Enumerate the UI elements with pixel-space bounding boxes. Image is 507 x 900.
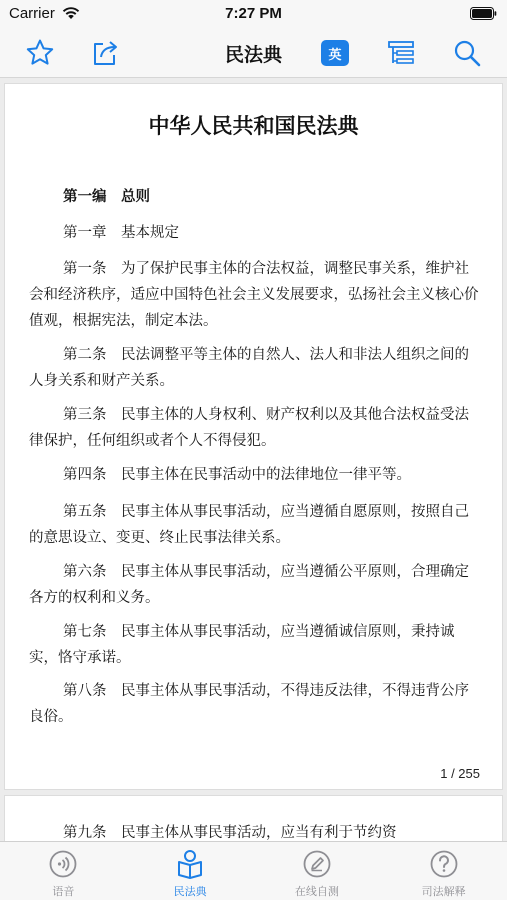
share-button[interactable] (90, 38, 120, 68)
navigation-bar (0, 28, 507, 78)
tab-label: 语音 (52, 885, 75, 898)
share-icon (90, 38, 120, 68)
pencil-icon (302, 849, 332, 879)
tab-online-test[interactable] (254, 842, 381, 900)
search-icon (452, 38, 482, 68)
outline-icon (386, 38, 416, 68)
article-paragraph: 第六条 民事主体从事民事活动，应当遵循公平原则，合理确定各方的权利和义务。 (29, 564, 469, 606)
tab-label: 司法解释 (421, 885, 466, 898)
tab-label: 在线自测 (294, 885, 339, 898)
article-paragraph: 第八条 民事主体从事民事活动，不得违反法律，不得违背公序良俗。 (29, 683, 469, 725)
article-paragraph: 第四条 民事主体在民事活动中的法律地位一律平等。 (63, 467, 411, 483)
article-paragraph: 第二条 民法调整平等主体的自然人、法人和非法人组织之间的人身关系和财产关系。 (29, 347, 469, 389)
document-title: 中华人民共和国民法典 (148, 113, 359, 138)
status-time: 7:27 PM (225, 5, 282, 22)
document-scroll-area[interactable] (0, 79, 507, 841)
outline-button[interactable] (386, 38, 416, 68)
page-title: 民法典 (224, 44, 282, 66)
search-button[interactable] (452, 38, 482, 68)
status-bar (0, 0, 507, 28)
article-paragraph: 第三条 民事主体的人身权利、财产权利以及其他合法权益受法律保护，任何组织或者个人不得侵犯。 (29, 407, 469, 449)
book-reader-icon (175, 849, 205, 879)
document-page (4, 83, 503, 790)
question-icon (429, 849, 459, 879)
english-toggle-button[interactable] (320, 38, 350, 68)
battery-icon (470, 7, 497, 20)
tab-bar (0, 841, 507, 900)
favorite-button[interactable] (25, 38, 55, 68)
article-paragraph: 第九条 民事主体从事民事活动，应当有利于节约资 (63, 825, 397, 841)
part-heading: 第一编 总则 (63, 188, 150, 205)
chapter-heading: 第一章 基本规定 (63, 225, 179, 241)
tab-voice[interactable] (0, 842, 127, 900)
article-paragraph: 第七条 民事主体从事民事活动，应当遵循诚信原则，秉持诚实，恪守承诺。 (29, 624, 455, 666)
carrier-label: Carrier (9, 5, 55, 22)
article-paragraph: 第五条 民事主体从事民事活动，应当遵循自愿原则，按照自己的意思设立、变更、终止民事法律关系。 (29, 504, 469, 546)
voice-icon (48, 849, 78, 879)
tab-civil-code[interactable] (127, 842, 254, 900)
star-icon (25, 38, 55, 68)
english-toggle-icon: 英 (321, 40, 349, 66)
page-indicator: 1 / 255 (440, 766, 480, 781)
tab-label: 民法典 (173, 885, 207, 898)
tab-judicial-interpretation[interactable] (380, 842, 507, 900)
document-page-next (4, 795, 503, 841)
article-paragraph: 第一条 为了保护民事主体的合法权益，调整民事关系，维护社会和经济秩序，适应中国特色社会主义发展要求，弘扬社会主义核心价值观，根据宪法，制定本法。 (29, 261, 479, 329)
